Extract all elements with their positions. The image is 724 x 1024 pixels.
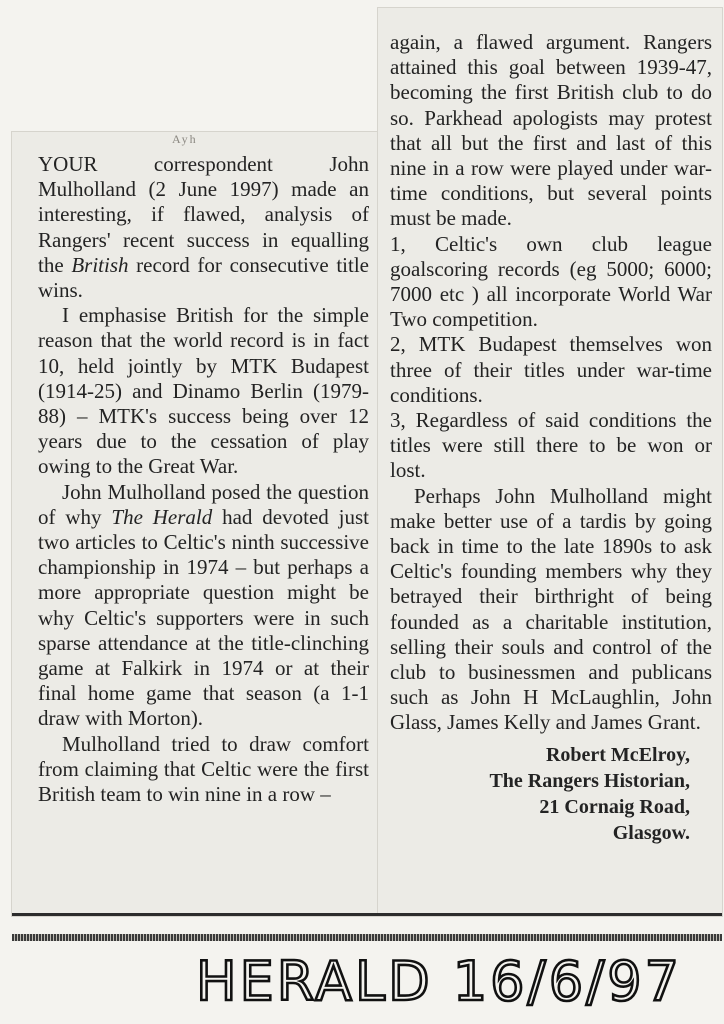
paragraph-1: YOUR correspondent John Mulholland (2 June 1997) made an interesting, if flawed, analysis of Rangers' recent success in equalling the British record for consecutive title wins. <box>38 152 369 303</box>
letter-clipping-left <box>12 132 378 916</box>
column-rule <box>12 913 722 916</box>
point-2: 2, MTK Budapest themselves won three of their titles under war-time conditions. <box>390 332 712 407</box>
point-1: 1, Celtic's own club league goalscoring records (eg 5000; 6000; 7000 etc ) all incorporate World War Two competition. <box>390 231 712 332</box>
paragraph-4: Mulholland tried to draw comfort from claiming that Celtic were the first British team to win nine in a row – <box>38 731 369 807</box>
continuation-paragraph: again, a flawed argument. Rangers attained this goal between 1939-47, becoming the first British club to do so. Parkhead apologists may protest that all but the first and last of this nine in a row were played under war-time conditions, but several points must be made. <box>390 30 712 231</box>
signature-city: Glasgow. <box>612 821 690 844</box>
signature-name: Robert McElroy, <box>545 743 690 766</box>
signature-block <box>390 742 712 846</box>
handwritten-note <box>190 944 682 1014</box>
page-edge-band <box>12 934 722 941</box>
handwritten-note-text: HERALD 16/6/97 <box>196 950 682 1013</box>
signature-title: The Rangers Historian, <box>489 769 690 792</box>
cut-headline-fragment: Ayh <box>172 132 198 146</box>
signature-address: 21 Cornaig Road, <box>539 795 690 818</box>
paragraph-3: John Mulholland posed the question of why The Herald had devoted just two articles to Celtic's ninth successive championship in 1974 – but perhaps a more appropriate question might be why Celtic's supporters were in such sparse attendance at the title-clinching game at Falkirk in 1974 or at their final home game that season (a 1-1 draw with Morton). <box>38 479 369 731</box>
letter-clipping-right <box>378 8 722 916</box>
point-3: 3, Regardless of said conditions the titles were still there to be won or lost. <box>390 408 712 483</box>
letter-column-right <box>390 30 712 846</box>
paragraph-2: I emphasise British for the simple reason that the world record is in fact 10, held jointly by MTK Budapest (1914-25) and Dinamo Berlin (1979-88) – MTK's success being over 12 years due to the cessation of play owing to the Great War. <box>38 303 369 479</box>
letter-column-left <box>38 152 369 807</box>
closing-paragraph: Perhaps John Mulholland might make better use of a tardis by going back in time to the late 1890s to ask Celtic's founding members why they betrayed their birthright of being founded as a charitable institution, selling their souls and control of the club to businessmen and publicans such as John H McLaughlin, John Glass, James Kelly and James Grant. <box>390 483 712 735</box>
